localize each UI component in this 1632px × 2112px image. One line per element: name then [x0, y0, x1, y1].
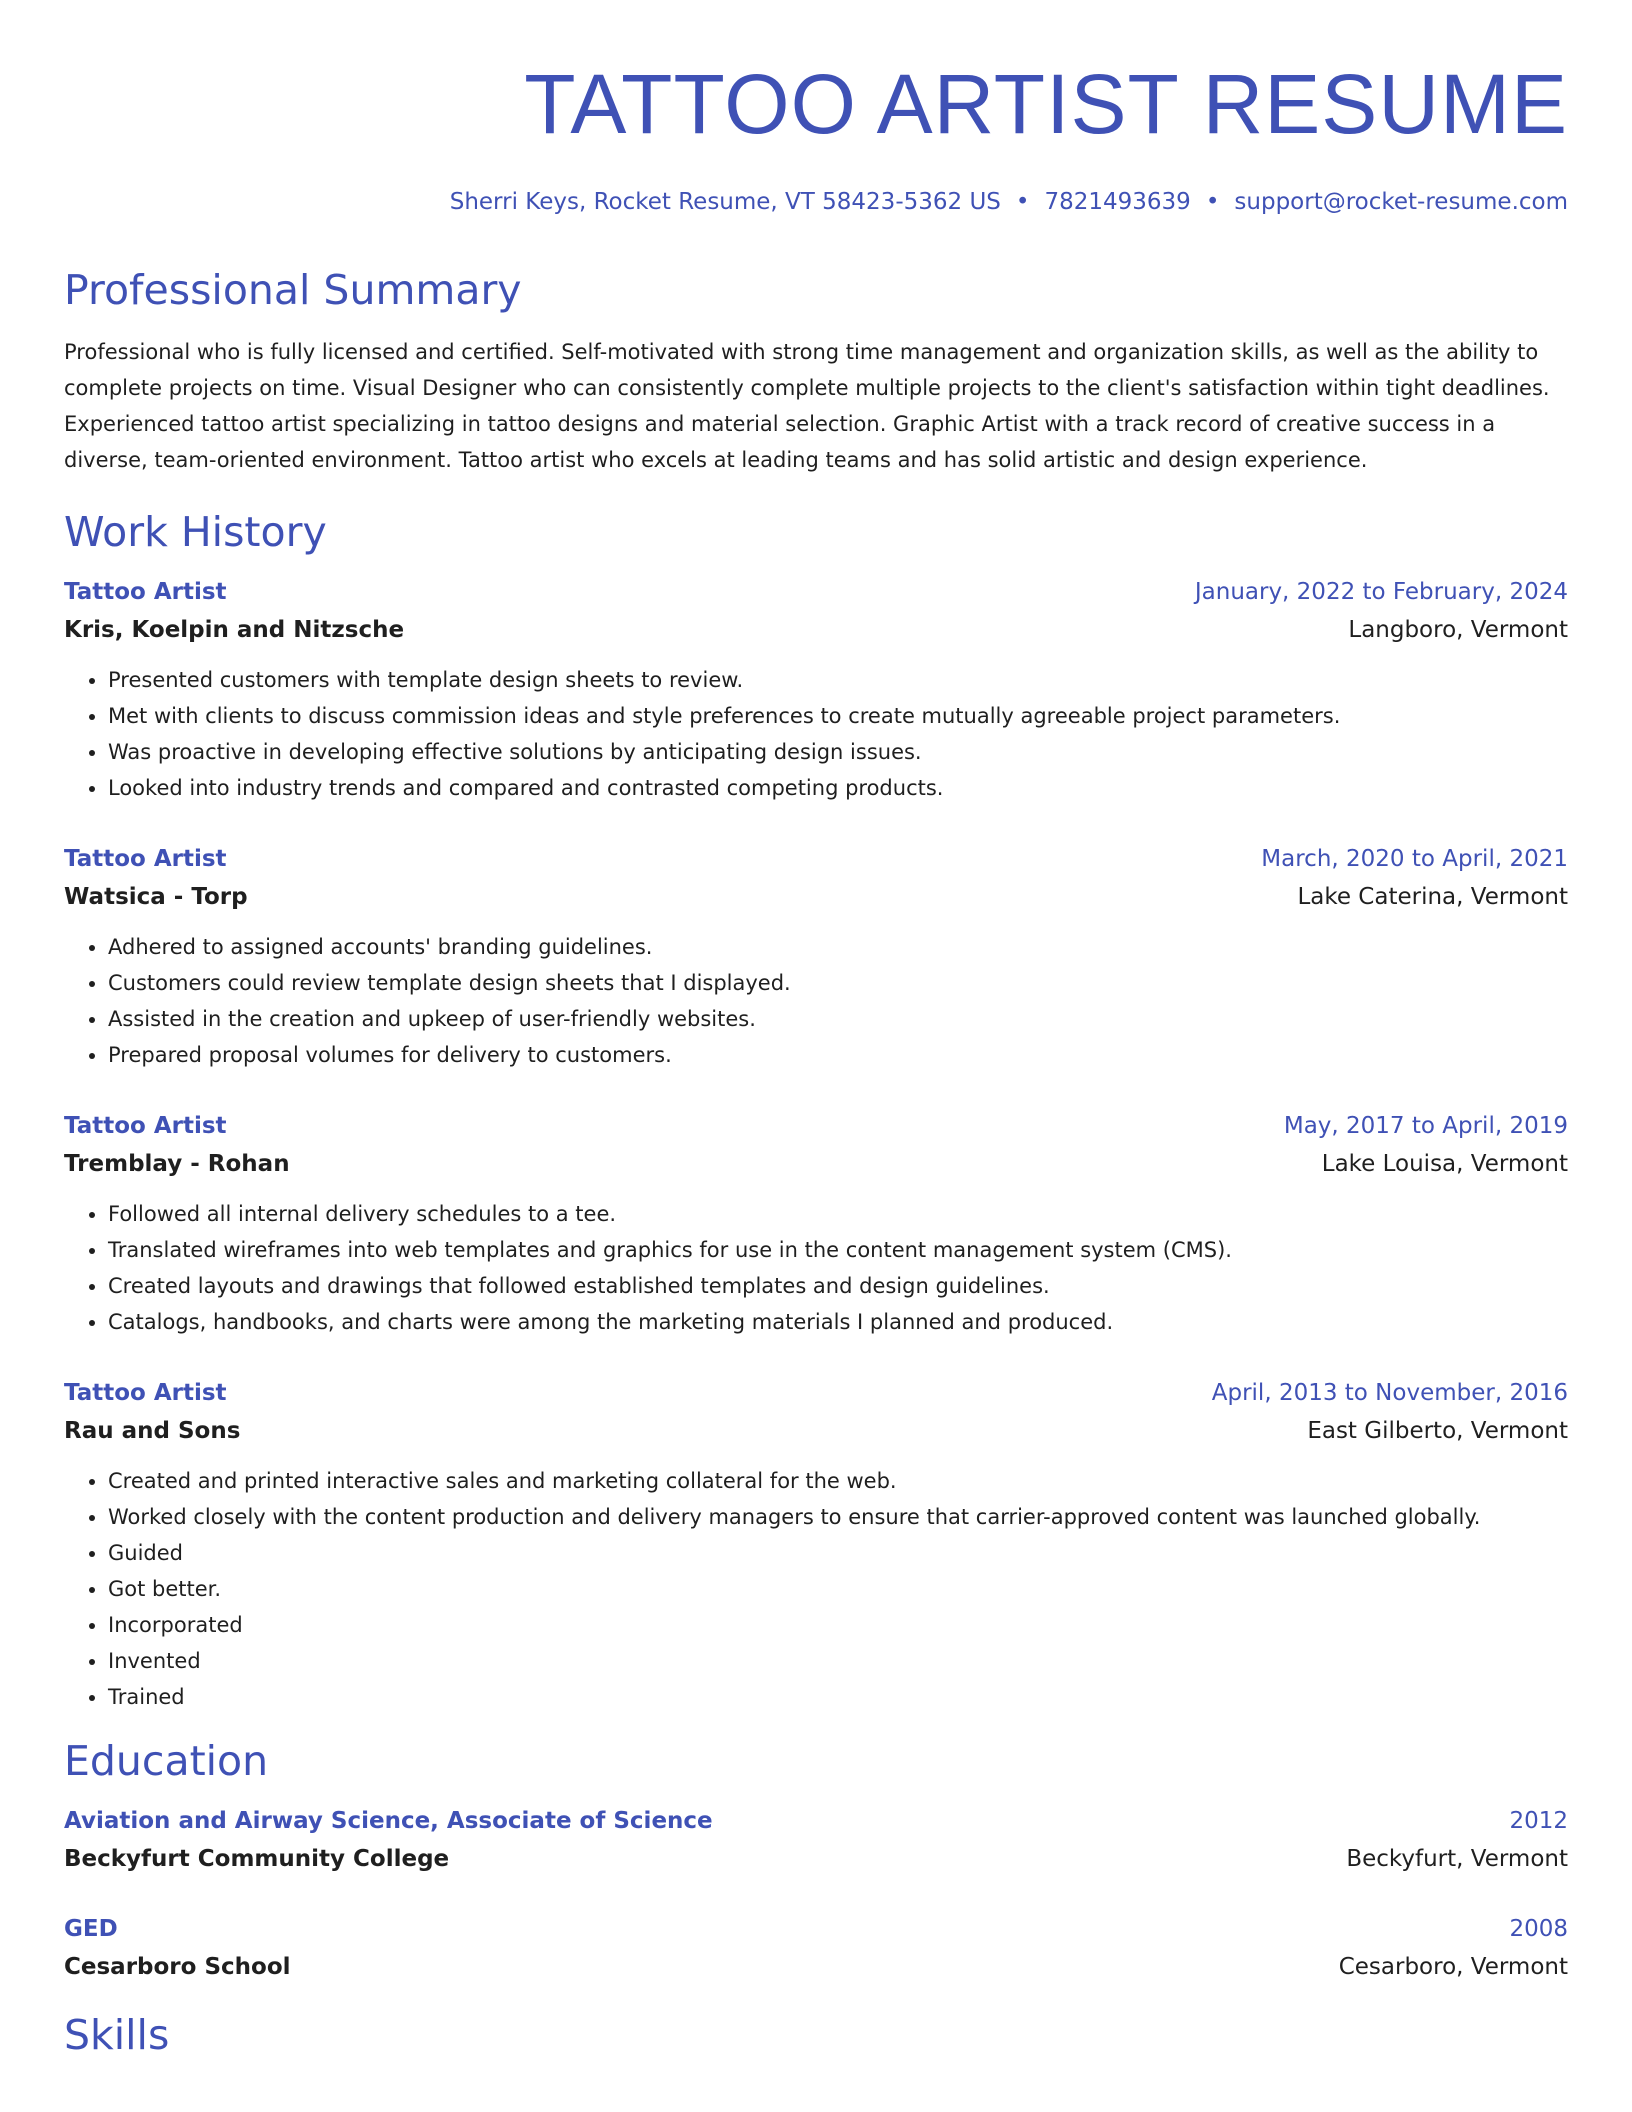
education-degree: Aviation and Airway Science, Associate of Science [64, 1808, 713, 1834]
contact-separator: • [1205, 189, 1220, 215]
job-location: East Gilberto, Vermont [1307, 1418, 1568, 1444]
job-header-row [64, 576, 1568, 608]
summary-text: Professional who is fully licensed and certified. Self-motivated with strong time management and organization skills, as well as the ability to complete projects on time. Visual Designer who can consistently complete multiple projects to the client's satisfaction within tight deadlines. Experienced tattoo artist specializing in tattoo designs and material selection. Graphic Artist with a track record of creative success in a diverse, team-oriented environment. Tattoo artist who excels at leading teams and has solid artistic and design experience. [64, 340, 1550, 472]
education-year: 2012 [1509, 1808, 1568, 1834]
contact-address: Sherri Keys, Rocket Resume, VT 58423-5362 US [449, 189, 1001, 215]
job-entry [64, 576, 1568, 806]
education-degree: GED [64, 1916, 118, 1942]
bullet-item: • Adhered to assigned accounts' branding guidelines. [108, 929, 1568, 965]
bullet-item: • Created and printed interactive sales and marketing collateral for the web. [108, 1463, 1568, 1499]
education-school: Beckyfurt Community College [64, 1846, 450, 1872]
education-school-row [64, 1843, 1568, 1875]
education-entry [64, 1913, 1568, 1983]
bullet-item: • Presented customers with template design sheets to review. [108, 662, 1568, 698]
job-bullets [64, 929, 1568, 1073]
bullet-item: • Trained [108, 1679, 1568, 1715]
job-company: Tremblay - Rohan [64, 1151, 290, 1177]
work-history-heading: Work History [64, 508, 327, 556]
bullet-item: • Assisted in the creation and upkeep of user-friendly websites. [108, 1001, 1568, 1037]
job-bullets [64, 662, 1568, 806]
bullet-item: • Prepared proposal volumes for delivery to customers. [108, 1037, 1568, 1073]
job-role: Tattoo Artist [64, 579, 227, 605]
bullet-item: • Customers could review template design sheets that I displayed. [108, 965, 1568, 1001]
job-location: Lake Louisa, Vermont [1321, 1151, 1568, 1177]
job-company-row [64, 1148, 1568, 1180]
job-company-row [64, 614, 1568, 646]
job-location: Lake Caterina, Vermont [1297, 884, 1568, 910]
job-header-row [64, 843, 1568, 875]
bullet-item: • Followed all internal delivery schedules to a tee. [108, 1196, 1568, 1232]
bullet-item: • Incorporated [108, 1607, 1568, 1643]
contact-separator: • [1015, 189, 1030, 215]
job-company: Watsica - Torp [64, 884, 248, 910]
contact-email[interactable]: support@rocket-resume.com [1234, 189, 1568, 215]
bullet-item: • Guided [108, 1535, 1568, 1571]
job-entry [64, 1110, 1568, 1340]
resume-header [64, 56, 1568, 216]
bullet-item: • Created layouts and drawings that followed established templates and design guidelines. [108, 1268, 1568, 1304]
job-company-row [64, 881, 1568, 913]
contact-phone: 7821493639 [1044, 189, 1191, 215]
education-location: Cesarboro, Vermont [1338, 1954, 1568, 1980]
education-header-row [64, 1805, 1568, 1837]
job-entry [64, 1377, 1568, 1715]
job-bullets [64, 1196, 1568, 1340]
job-role: Tattoo Artist [64, 1380, 227, 1406]
job-dates: January, 2022 to February, 2024 [1194, 579, 1568, 605]
job-role: Tattoo Artist [64, 846, 227, 872]
education-heading: Education [64, 1737, 269, 1785]
bullet-item: • Worked closely with the content production and delivery managers to ensure that carrier-approved content was launched globally. [108, 1499, 1568, 1535]
bullet-item: • Met with clients to discuss commission ideas and style preferences to create mutually agreeable project parameters. [108, 698, 1568, 734]
job-role: Tattoo Artist [64, 1113, 227, 1139]
skills-heading: Skills [64, 2011, 170, 2059]
bullet-item: • Invented [108, 1643, 1568, 1679]
bullet-item: • Got better. [108, 1571, 1568, 1607]
bullet-item: • Was proactive in developing effective solutions by anticipating design issues. [108, 734, 1568, 770]
contact-line [64, 188, 1568, 216]
summary-heading: Professional Summary [64, 266, 522, 314]
bullet-item: • Looked into industry trends and compared and contrasted competing products. [108, 770, 1568, 806]
job-location: Langboro, Vermont [1348, 617, 1568, 643]
job-entry [64, 843, 1568, 1073]
job-header-row [64, 1377, 1568, 1409]
job-dates: May, 2017 to April, 2019 [1283, 1113, 1568, 1139]
education-school: Cesarboro School [64, 1954, 291, 1980]
job-header-row [64, 1110, 1568, 1142]
education-school-row [64, 1951, 1568, 1983]
education-year: 2008 [1509, 1916, 1568, 1942]
bullet-item: • Catalogs, handbooks, and charts were among the marketing materials I planned and produced. [108, 1304, 1568, 1340]
education-header-row [64, 1913, 1568, 1945]
bullet-item: • Translated wireframes into web templates and graphics for use in the content management system (CMS). [108, 1232, 1568, 1268]
job-dates: April, 2013 to November, 2016 [1211, 1380, 1568, 1406]
job-bullets [64, 1463, 1568, 1715]
job-company-row [64, 1415, 1568, 1447]
job-company: Kris, Koelpin and Nitzsche [64, 617, 405, 643]
job-company: Rau and Sons [64, 1418, 241, 1444]
job-dates: March, 2020 to April, 2021 [1261, 846, 1568, 872]
resume-title: TATTOO ARTIST RESUME [524, 57, 1568, 151]
education-entry [64, 1805, 1568, 1875]
education-location: Beckyfurt, Vermont [1346, 1846, 1568, 1872]
